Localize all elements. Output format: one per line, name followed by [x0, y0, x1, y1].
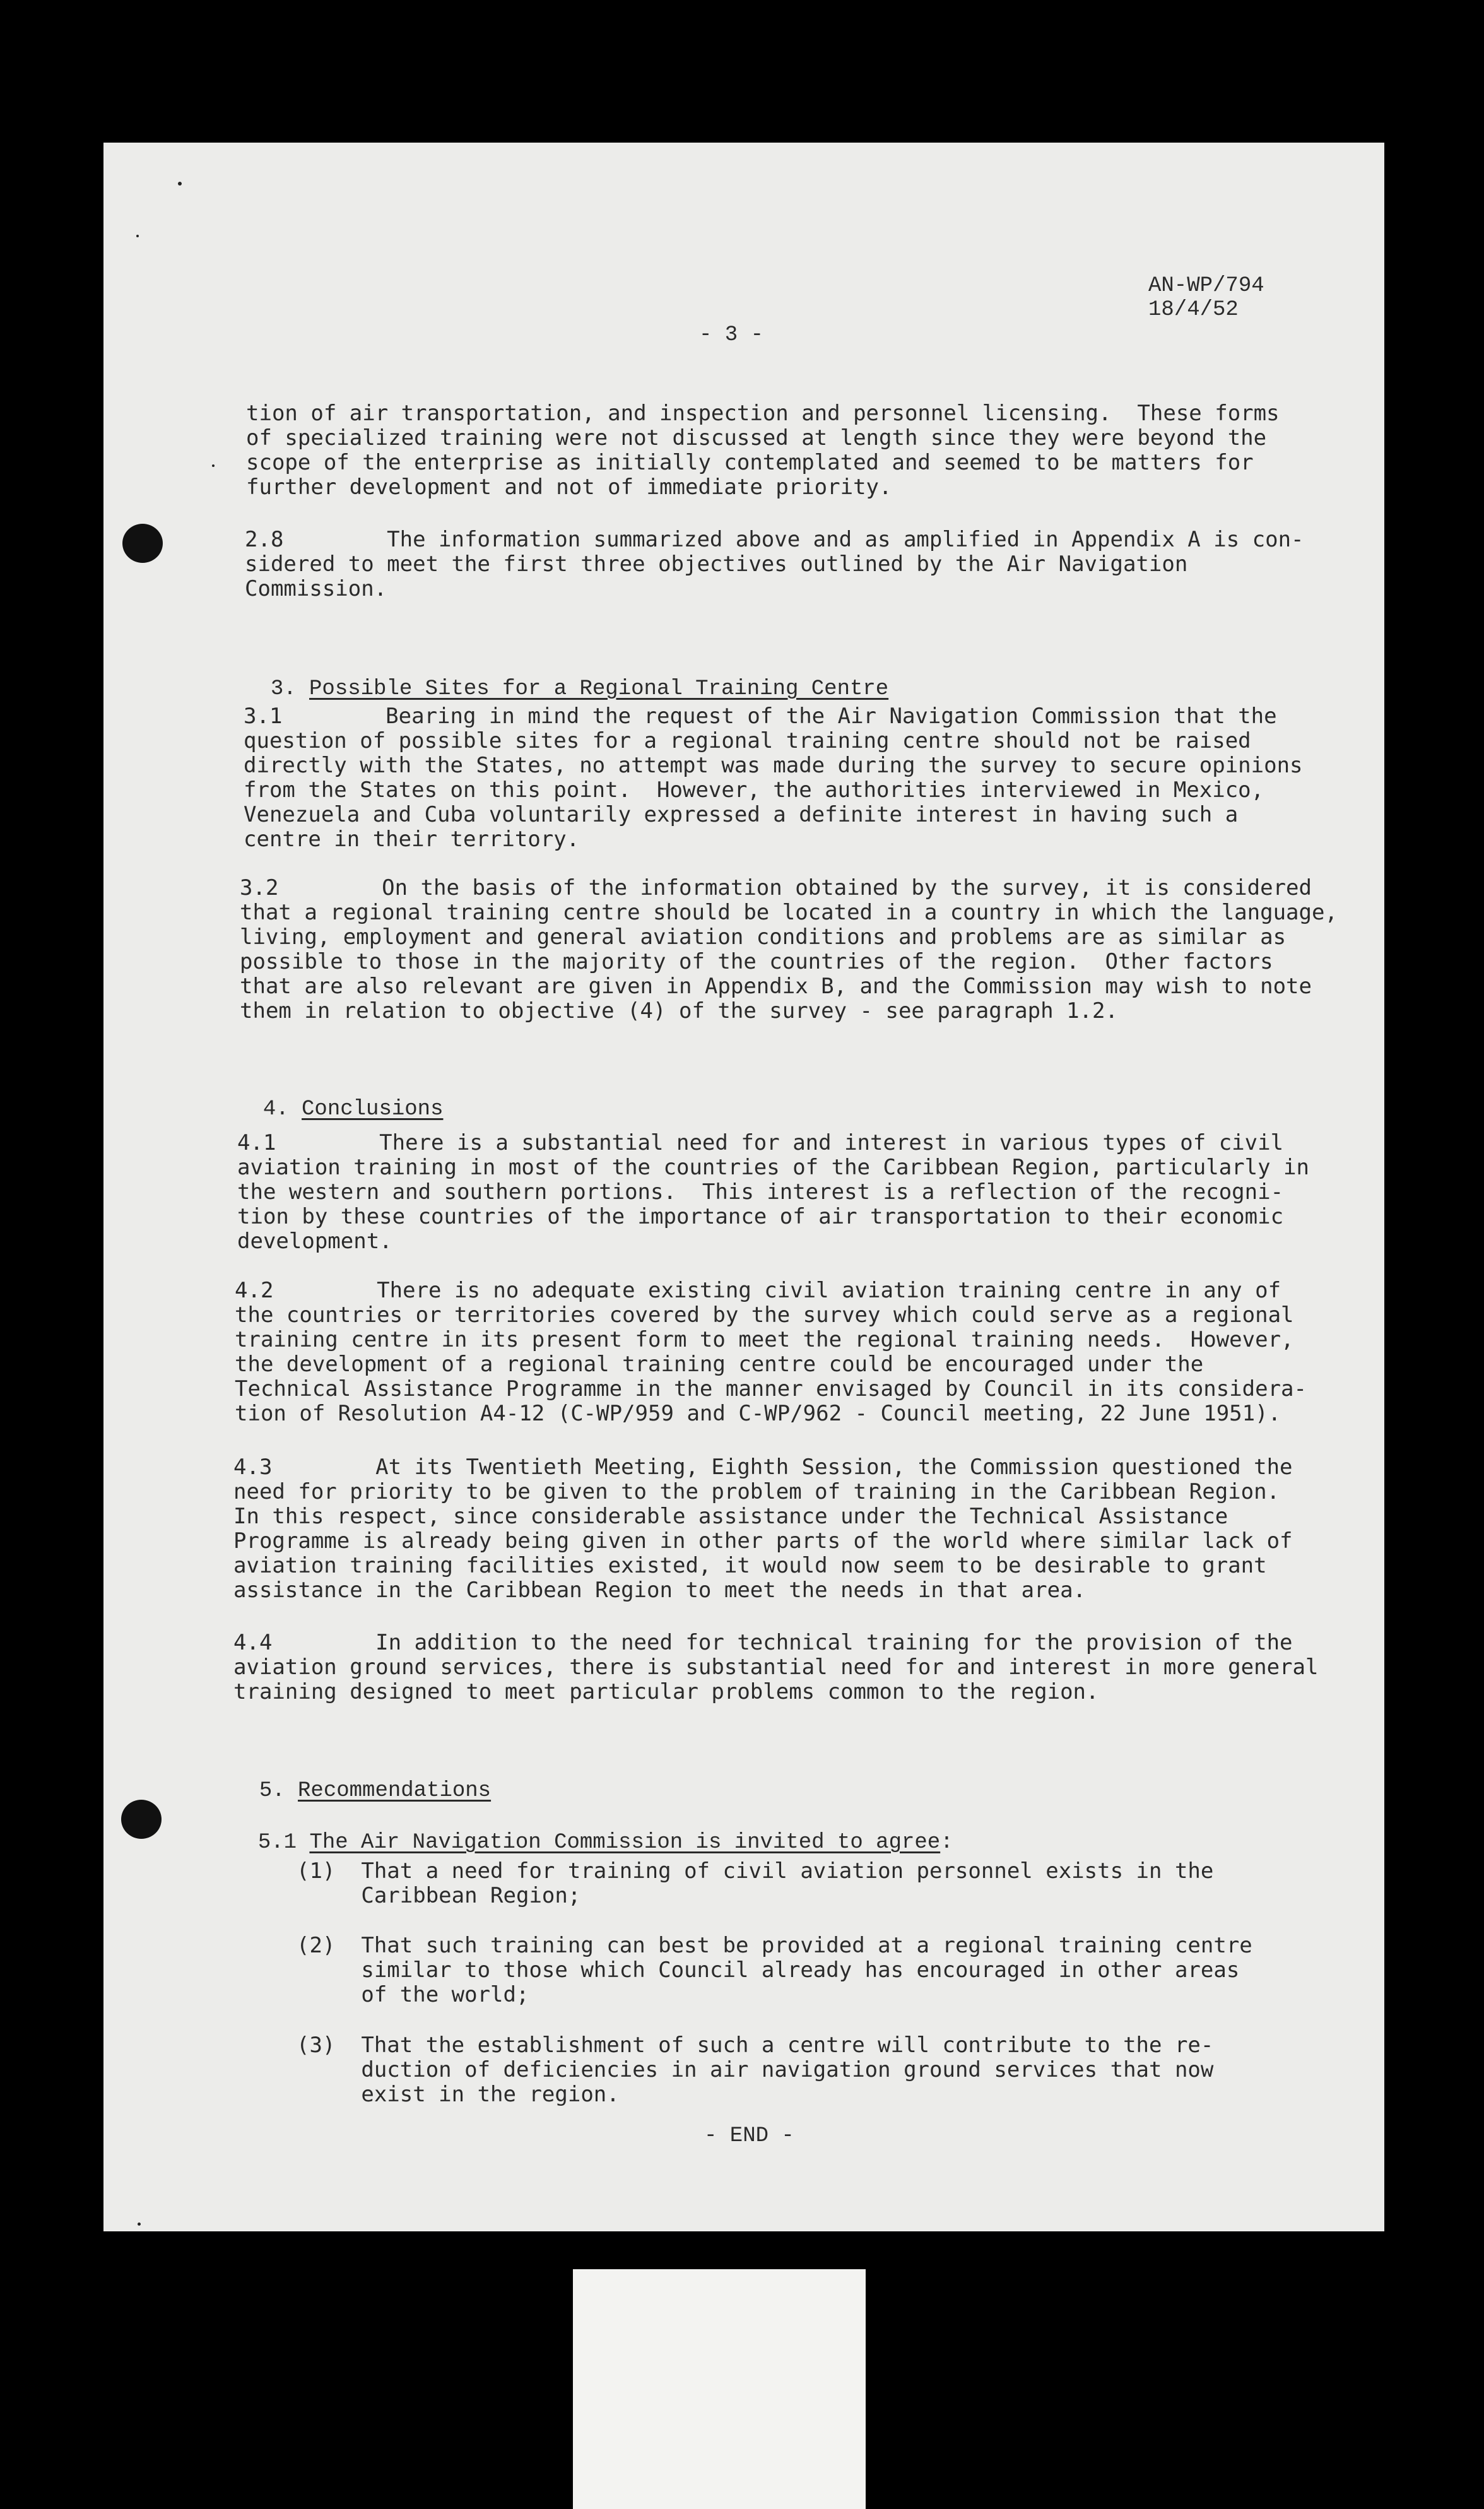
section-title: Possible Sites for a Regional Training Centre	[309, 677, 889, 701]
recommendation-2: (2) That such training can best be provided at a regional training centre similar to those which Council already has encouraged in other areas of the world;	[297, 1933, 1252, 2007]
section-4-heading	[237, 1073, 443, 1122]
speck	[136, 235, 139, 237]
page-number: - 3 -	[699, 323, 764, 347]
paragraph-4-1: 4.1 There is a substantial need for and interest in various types of civil aviation training in most of the countries of the Caribbean Region, particularly in the western and southern portions. This interest is a reflection of the recogni- tion by these countries of the importance of air transportation to their economic development.	[237, 1130, 1309, 1254]
section-3-heading	[245, 652, 888, 702]
punch-hole-bottom	[121, 1800, 162, 1839]
paragraph-3-2: 3.2 On the basis of the information obtained by the survey, it is considered that a regional training centre should be located in a country in which the language, living, employment and general aviation conditions and problems are as similar as possible to those in the majority of the countries of the region. Other factors that are also relevant are given in Appendix B, and the Commission may wish to note them in relation to objective (4) of the survey - see paragraph 1.2.	[240, 875, 1338, 1024]
paragraph-suffix: :	[940, 1831, 953, 1855]
doc-reference: AN-WP/794	[1148, 274, 1264, 298]
paragraph-4-4: 4.4 In addition to the need for technical training for the provision of the aviation ground services, there is substantial need for and interest in more general training designed to meet particular problems common to the region.	[233, 1630, 1319, 1704]
paragraph-5-1-heading	[232, 1806, 953, 1855]
speck	[212, 464, 215, 467]
recommendation-3: (3) That the establishment of such a centre will contribute to the re- duction of deficiencies in air navigation ground services that now exist in the region.	[297, 2033, 1214, 2107]
end-marker: - END -	[704, 2124, 794, 2148]
section-number: 5.	[259, 1779, 298, 1803]
paragraph-4-3: 4.3 At its Twentieth Meeting, Eighth Session, the Commission questioned the need for priority to be given to the problem of training in the Caribbean Region. In this respect, since considerable assistance under the Technical Assistance Programme is already being given in other parts of the world where similar lack of aviation training facilities existed, it would now seem to be desirable to grant assistance in the Caribbean Region to meet the needs in that area.	[233, 1455, 1293, 1603]
paragraph-intro: tion of air transportation, and inspection and personnel licensing. These forms of specialized training were not discussed at length since they were beyond the scope of the enterprise as initially contemplated and seemed to be matters for further development and not of immediate priority.	[246, 401, 1280, 500]
recommendation-1: (1) That a need for training of civil aviation personnel exists in the Caribbean Region;	[297, 1858, 1214, 1908]
section-number: 3.	[270, 677, 310, 701]
paragraph-2-8: 2.8 The information summarized above and as amplified in Appendix A is con- sidered to meet the first three objectives outlined by the Air Navigation Commission.	[245, 527, 1304, 601]
section-title: Recommendations	[298, 1779, 492, 1803]
paragraph-number: 5.1	[257, 1831, 310, 1855]
punch-hole-top	[122, 524, 163, 563]
speck	[138, 2223, 141, 2226]
doc-date: 18/4/52	[1148, 298, 1239, 322]
paragraph-4-2: 4.2 There is no adequate existing civil aviation training centre in any of the countries or territories covered by the survey which could serve as a regional training centre in its present form to meet the regional training needs. However, the development of a regional training centre could be encouraged under the Technical Assistance Programme in the manner envisaged by Council in its considera- tion of Resolution A4-12 (C-WP/959 and C-WP/962 - Council meeting, 22 June 1951).	[235, 1278, 1307, 1426]
section-5-heading	[233, 1754, 491, 1804]
target-card	[573, 2269, 866, 2509]
paragraph-3-1: 3.1 Bearing in mind the request of the Air Navigation Commission that the question of possible sites for a regional training centre should not be raised directly with the States, no attempt was made during the survey to secure opinions from the States on this point. However, the authorities interviewed in Mexico, Venezuela and Cuba voluntarily expressed a definite interest in having such a centre in their territory.	[244, 704, 1303, 852]
speck	[178, 182, 182, 186]
section-number: 4.	[262, 1097, 302, 1121]
section-title: Conclusions	[302, 1097, 444, 1121]
paragraph-title: The Air Navigation Commission is invited to agree	[309, 1831, 941, 1855]
